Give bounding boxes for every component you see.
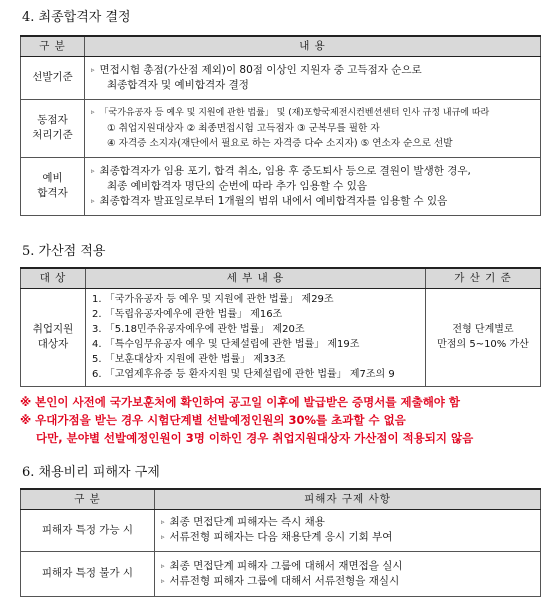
- header-details: 세 부 내 용: [86, 268, 426, 288]
- list-item: 5. 「보훈대상자 지원에 관한 법률」 제33조: [92, 354, 286, 365]
- triangle-bullet-icon: ▹: [91, 108, 95, 116]
- list-item: 1. 「국가유공자 등 예우 및 지원에 관한 법률」 제29조: [92, 294, 334, 305]
- row-label-identifiable: 피해자 특정 가능 시: [21, 509, 155, 551]
- table-row: 선발기준 ▹ 면접시험 총점(가산점 제외)이 80점 이상인 지원자 중 고득점자 순으로 최종합격자 및 예비합격자 결정: [21, 56, 541, 99]
- list-item: 6. 「고엽제후유증 등 환자지원 및 단체설립에 관한 법률」 제7조의 9: [92, 369, 395, 380]
- header-criteria: 가 산 기 준: [426, 268, 541, 288]
- victim-relief-table: [20, 488, 541, 597]
- note-line: ※ 우대가점을 받는 경우 시험단계별 선발예정인원의 30%를 초과할 수 없음: [20, 413, 406, 427]
- header-category: 구 분: [21, 36, 85, 56]
- row-label-tiebreak: 동점자 처리기준: [21, 99, 85, 157]
- header-content: 내 용: [85, 36, 541, 56]
- triangle-bullet-icon: ▹: [161, 561, 165, 570]
- table-row: [21, 288, 541, 386]
- row-label-unidentifiable: 피해자 특정 불가 시: [21, 551, 155, 596]
- header-category: 구 분: [21, 489, 155, 509]
- list-item: 2. 「독립유공자예우에 관한 법률」 제16조: [92, 309, 283, 320]
- table-row: 피해자 특정 불가 시 ▹ 최종 면접단계 피해자 그룹에 대해서 재면접을 실시 ▹ 서류전형 피해자 그룹에 대해서 서류전형을 재실시: [21, 551, 541, 596]
- table-row: 동점자 처리기준 ▹ 「국가유공자 등 예우 및 지원에 관한 법률」 및 (재)포항국제전시컨벤션센터 인사 규정 내규에 따라 ① 취업지원대상자 ② 최종면접시험 고득점자 ③ 군복무를 필한 자 ④ 자격증 소지자(재단에서 필요로 하는 자격증 다수 소지자) ⑤ 연소자 순으로 선발: [21, 99, 541, 157]
- triangle-bullet-icon: ▹: [161, 533, 165, 541]
- note-line: 다만, 분야별 선발예정인원이 3명 이하인 경우 취업지원대상자 가산점이 적용되지 않음: [20, 431, 474, 445]
- header-target: 대 상: [21, 268, 86, 288]
- note-line: ※ 본인이 사전에 국가보훈처에 확인하여 공고일 이후에 발급받은 증명서를 제출해야 함: [20, 395, 461, 409]
- triangle-bullet-icon: ▹: [161, 518, 165, 526]
- section-4-title: 4. 최종합격자 결정: [22, 10, 131, 25]
- section-5-title: 5. 가산점 적용: [22, 244, 106, 259]
- list-item: 4. 「특수임무유공자 예우 및 단체설립에 관한 법률」 제19조: [92, 339, 360, 350]
- notes-block: [20, 393, 540, 447]
- row-label-reserve: 예비 합격자: [21, 157, 85, 215]
- triangle-bullet-icon: ▹: [91, 65, 95, 74]
- header-relief: 피해자 구제 사항: [155, 489, 541, 509]
- bonus-criteria: 전형 단계별로 만점의 5~10% 가산: [426, 288, 541, 386]
- table-row: 피해자 특정 가능 시 ▹ 최종 면접단계 피해자는 즉시 채용 ▹ 서류전형 피해자는 다음 채용단계 응시 기회 부여: [21, 509, 541, 551]
- triangle-bullet-icon: ▹: [91, 196, 95, 205]
- bonus-target: 취업지원 대상자: [21, 288, 86, 386]
- table-row: 예비 합격자 ▹ 최종합격자가 임용 포기, 합격 취소, 임용 후 중도퇴사 등으로 결원이 발생한 경우, 최종 예비합격자 명단의 순번에 따라 추가 임용할 수 있음 ▹ 최종합격자 발표일로부터 1개월의 범위 내에서 예비합격자를 임용할 수 있음: [21, 157, 541, 215]
- bonus-points-table: [20, 267, 541, 387]
- triangle-bullet-icon: ▹: [91, 166, 95, 175]
- bonus-law-list: [86, 288, 426, 386]
- final-selection-table: [20, 35, 541, 216]
- triangle-bullet-icon: ▹: [161, 576, 165, 585]
- list-item: 3. 「5.18민주유공자예우에 관한 법률」 제20조: [92, 324, 305, 335]
- row-label-criteria: 선발기준: [21, 56, 85, 99]
- section-6-title: 6. 채용비리 피해자 구제: [22, 465, 160, 480]
